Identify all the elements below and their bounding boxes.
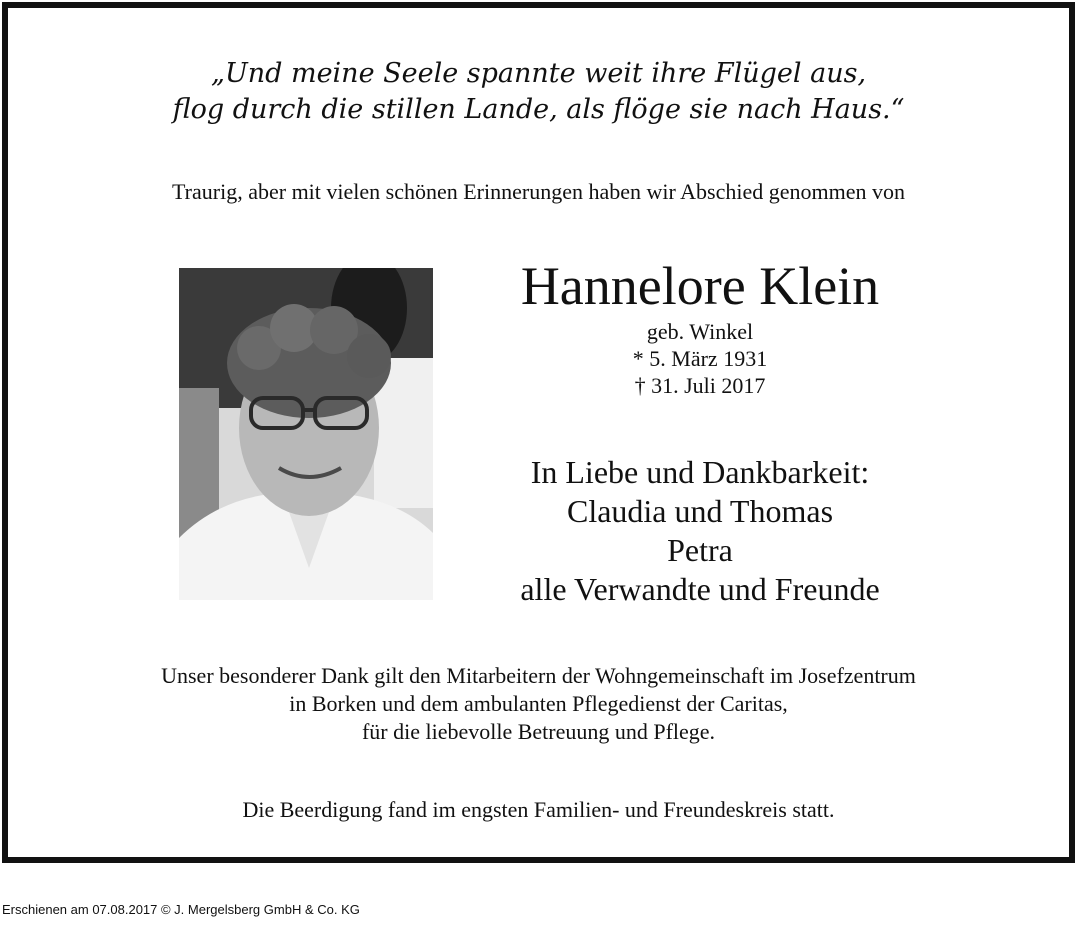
intro-text: Traurig, aber mit vielen schönen Erinnerungen haben wir Abschied genommen von [172, 179, 905, 204]
funeral-note: Die Beerdigung fand im engsten Familien- und Freundeskreis statt. [242, 797, 835, 822]
thanks-text [8, 662, 1069, 746]
portrait-photo [179, 268, 433, 600]
deceased-name: Hannelore Klein [520, 256, 880, 316]
mourner-3: alle Verwandte und Freunde [520, 571, 880, 607]
publication-footer: Erschienen am 07.08.2017 © J. Mergelsberg GmbH & Co. KG [2, 902, 360, 917]
obituary-frame [2, 2, 1075, 863]
birth-date: * 5. März 1931 [632, 346, 768, 371]
thanks-line-1: Unser besonderer Dank gilt den Mitarbeitern der Wohngemeinschaft im Josefzentrum [161, 663, 916, 688]
thanks-line-2: in Borken und dem ambulanten Pflegedienst der Caritas, [289, 691, 788, 716]
mourners-list [446, 453, 954, 609]
poem-quote [8, 56, 1069, 128]
death-date: † 31. Juli 2017 [634, 373, 766, 398]
portrait-icon [179, 268, 433, 600]
maiden-name: geb. Winkel [646, 319, 754, 344]
quote-line-2: flog durch die stillen Lande, als flöge sie nach Haus.“ [172, 94, 905, 125]
mourner-1: Claudia und Thomas [566, 493, 834, 529]
mourners-heading: In Liebe und Dankbarkeit: [530, 454, 870, 490]
mourner-2: Petra [667, 532, 733, 568]
thanks-line-3: für die liebevolle Betreuung und Pflege. [361, 719, 716, 744]
deceased-details [446, 254, 954, 399]
quote-line-1: „Und meine Seele spannte weit ihre Flügel aus, [210, 58, 867, 89]
